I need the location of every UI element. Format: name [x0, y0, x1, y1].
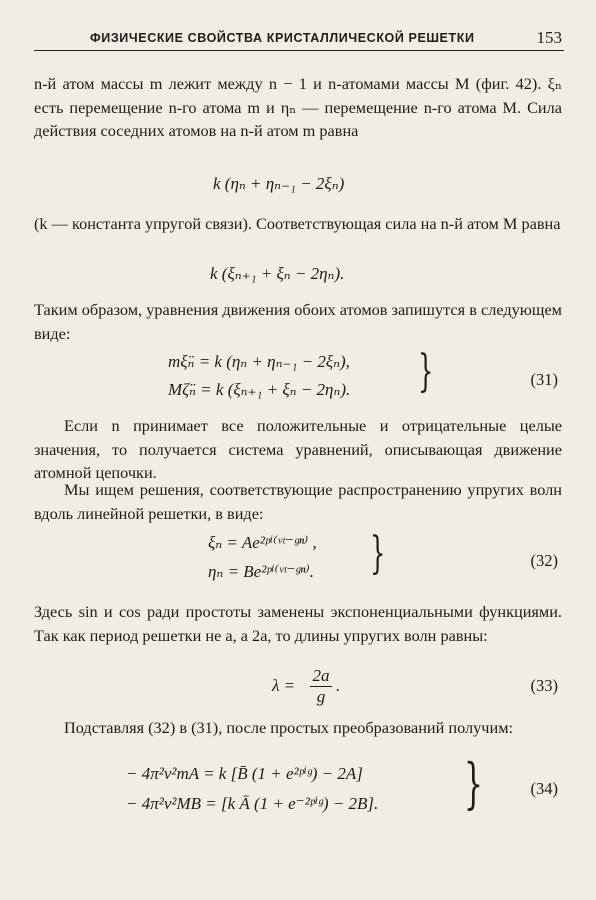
- equation-33-lhs: λ =: [272, 676, 296, 695]
- equation-32-line-2: ηₙ = Be²ᵖⁱ⁽ᵛᵗ⁻ᵍⁿ⁾.: [208, 562, 314, 581]
- equation-33-denominator: g: [316, 687, 326, 706]
- running-title: ФИЗИЧЕСКИЕ СВОЙСТВА КРИСТАЛЛИЧЕСКОЙ РЕШЕТКИ: [90, 31, 475, 45]
- paragraph-6: Здесь sin и cos ради простоты заменены экспоненциальными функциями. Так как период решетки не a, а 2a, то длины упругих волн равны:: [34, 602, 562, 645]
- paragraph-2: (k — константа упругой связи). Соответствующая сила на n-й атом M равна: [34, 214, 561, 233]
- paragraph-5: Мы ищем решения, соответствующие распространению упругих волн вдоль линейной решетки, в виде:: [34, 480, 562, 523]
- equation-32-number: (32): [530, 551, 558, 570]
- paragraph-7: Подставляя (32) в (31), после простых преобразований получим:: [64, 718, 514, 737]
- equation-34-line-2: − 4π²ν²MB = [k Ā (1 + e⁻²ᵖⁱᵍ) − 2B].: [126, 794, 379, 813]
- equation-31-brace: }: [418, 346, 434, 397]
- running-header: [34, 26, 564, 51]
- paragraph-1: n-й атом массы m лежит между n − 1 и n-атомами массы M (фиг. 42). ξₙ есть перемещение n-го атома m и ηₙ — перемещение n-го атома M. Сила действия соседних атомов на n-й атом m равна: [34, 74, 562, 141]
- equation-31-line-2: Mζ̈ₙ = k (ξₙ₊₁ + ξₙ − 2ηₙ).: [168, 380, 351, 399]
- equation-33-fraction: [310, 666, 332, 707]
- equation-34-brace: }: [464, 752, 483, 815]
- paragraph-4: Если n принимает все положительные и отрицательные целые значения, то получается система уравнений, описывающая движение атомной цепочки.: [34, 416, 562, 483]
- equation-33-period: .: [336, 676, 341, 695]
- equation-32-line-1: ξₙ = Ae²ᵖⁱ⁽ᵛᵗ⁻ᵍⁿ⁾ ,: [208, 533, 317, 552]
- page-number: 153: [536, 28, 562, 47]
- equation-force-m: k (ηₙ + ηₙ₋₁ − 2ξₙ): [213, 174, 345, 193]
- paragraph-3: Таким образом, уравнения движения обоих атомов запишутся в следующем виде:: [34, 300, 562, 343]
- equation-34-line-1: − 4π²ν²mA = k [B̄ (1 + e²ᵖⁱᵍ) − 2A]: [126, 764, 363, 783]
- equation-33-number: (33): [530, 676, 558, 695]
- equation-31-line-1: mξ̈ₙ = k (ηₙ + ηₙ₋₁ − 2ξₙ),: [168, 352, 350, 371]
- equation-34-number: (34): [530, 779, 558, 798]
- equation-31-number: (31): [530, 370, 558, 389]
- equation-32-brace: }: [370, 528, 386, 579]
- equation-force-M: k (ξₙ₊₁ + ξₙ − 2ηₙ).: [210, 264, 345, 283]
- equation-33-numerator: 2a: [310, 666, 332, 687]
